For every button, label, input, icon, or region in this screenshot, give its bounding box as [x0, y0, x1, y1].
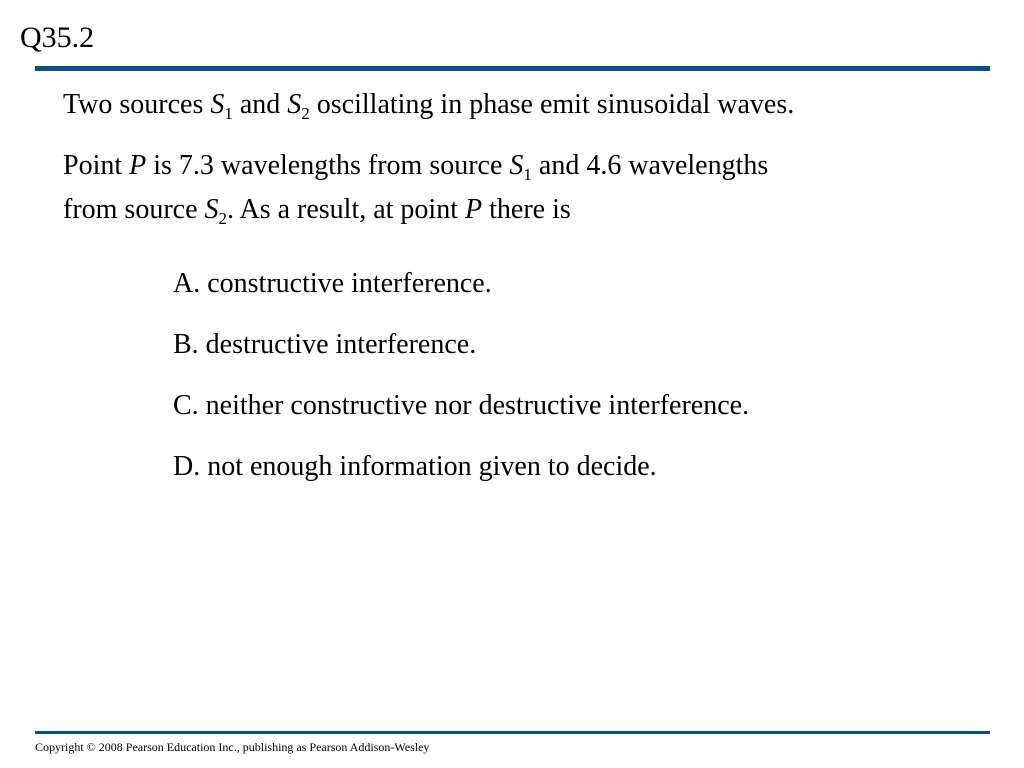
answer-options: [173, 264, 749, 508]
subscript: 2: [218, 209, 228, 228]
source-symbol: S: [210, 89, 225, 120]
question-line-3: [63, 190, 571, 230]
answer-option-c[interactable]: C. neither constructive nor destructive interference.: [173, 390, 750, 421]
question-line-2: [63, 146, 768, 186]
text-fragment: and: [232, 89, 288, 120]
text-fragment: Two sources: [63, 89, 211, 120]
text-fragment: Point: [63, 150, 130, 181]
point-symbol: P: [129, 150, 147, 181]
slide-title: Q35.2: [20, 21, 95, 54]
source-symbol: S: [509, 150, 524, 181]
text-fragment: from source: [63, 194, 205, 225]
text-fragment: there is: [482, 194, 571, 225]
answer-option-d[interactable]: D. not enough information given to decide.: [173, 451, 657, 482]
text-fragment: . As a result, at point: [227, 194, 465, 225]
text-fragment: and 4.6 wavelengths: [531, 150, 769, 181]
point-symbol: P: [465, 194, 483, 225]
answer-option-b[interactable]: B. destructive interference.: [173, 329, 477, 360]
answer-option-a[interactable]: A. constructive interference.: [173, 268, 492, 299]
question-line-1: [63, 85, 794, 125]
subscript: 2: [301, 104, 310, 123]
text-fragment: is 7.3 wavelengths from source: [146, 150, 510, 181]
source-symbol: S: [287, 89, 302, 120]
top-divider: [35, 66, 990, 71]
source-symbol: S: [204, 194, 219, 225]
subscript: 1: [523, 165, 532, 184]
text-fragment: oscillating in phase emit sinusoidal waves.: [309, 89, 795, 120]
bottom-divider: [35, 731, 990, 734]
copyright-footer: Copyright © 2008 Pearson Education Inc., publishing as Pearson Addison-Wesley: [35, 740, 430, 754]
subscript: 1: [224, 104, 233, 123]
